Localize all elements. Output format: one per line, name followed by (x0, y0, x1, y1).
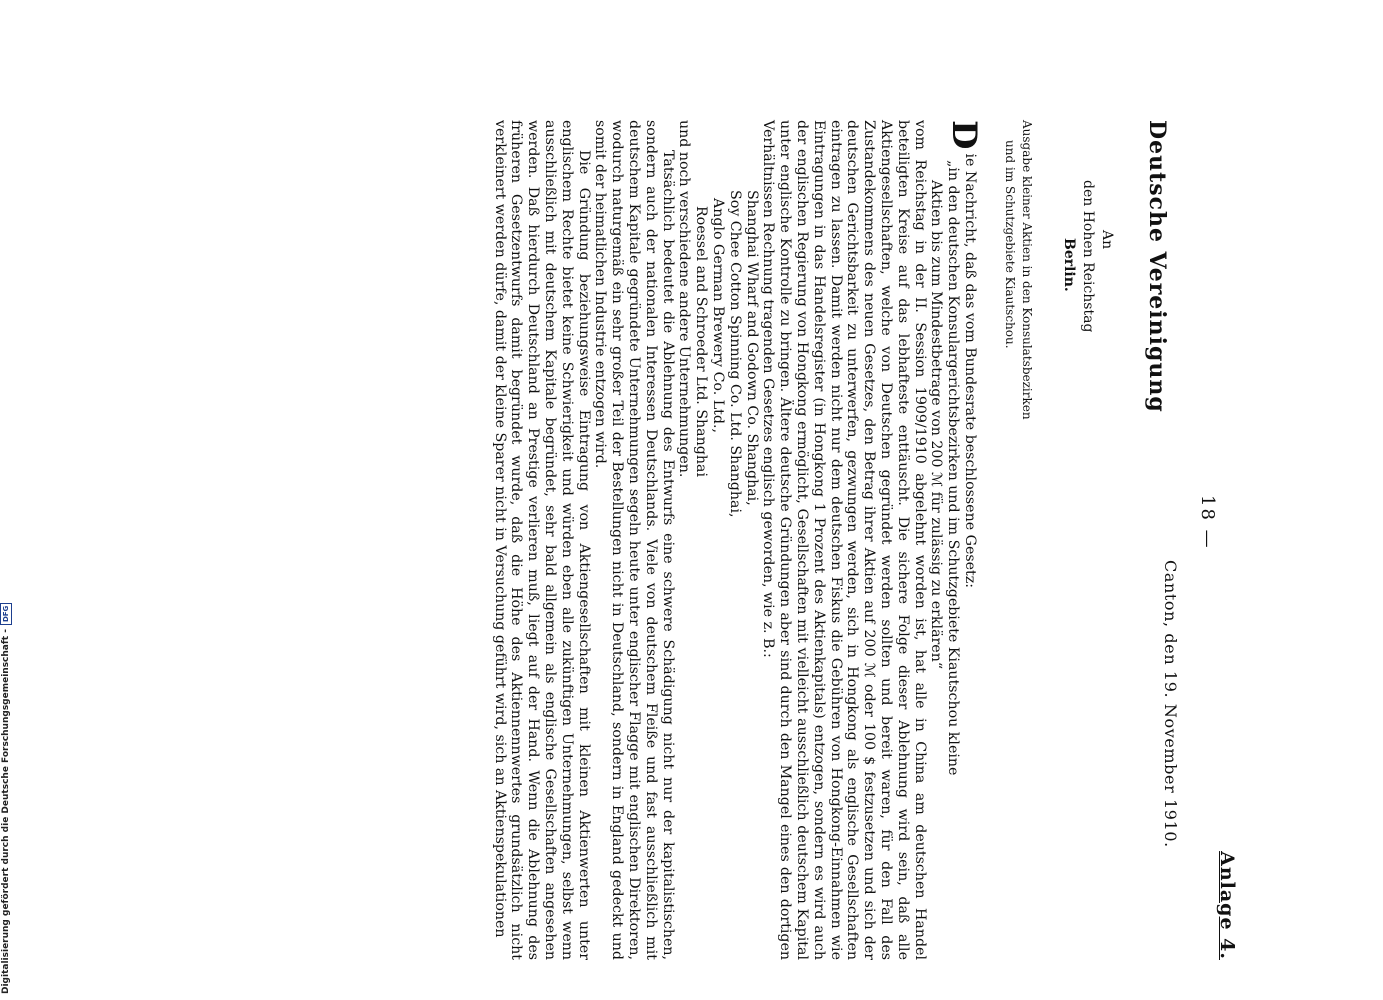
dfg-logo-icon: DFG (0, 603, 12, 625)
paragraph-text: ie Nachricht, daß das vom Bundesrate beschlossene Gesetz: (962, 153, 978, 588)
quote-line: Aktien bis zum Mindestbetrage von 200 ℳ für zulässig zu erklären“ (928, 180, 945, 670)
addressee-city: Berlin. (1061, 238, 1077, 292)
paragraph: und noch verschiedene andere Unternehmungen. (676, 120, 693, 478)
digitization-credit (0, 605, 12, 994)
subject-block (1001, 120, 1035, 420)
addressee-block (1059, 120, 1116, 332)
annex-label: Anlage 4. (1216, 851, 1238, 960)
quote-line: „in den deutschen Konsulargerichtsbezirken und im Schutzgebiete Kiautschou kleine (945, 160, 962, 776)
paragraph: vom Reichstag in der II. Session 1909/1910 abgelehnt worden ist, hat alle in China am deutschen Handel beteiligten Kreise auf das lebhafteste enttäuscht. Die sichere Folge dieser Ablehnung wird sein, daß alle Aktiengesellschaften, welche von Deutschen gegründet werden sollten und bereit waren, für den Fall des Zustandekommens des neuen Gesetzes, den Betrag ihrer Aktien auf 200 ℳ oder 100 $ festzusetzen und sich der deutschen Gerichtsbarkeit zu unterwerfen, gezwungen werden, sich in Hongkong als englische Gesellschaften eintragen zu lassen. Damit werden nicht nur dem deutschen Fiskus die Gebühren von Hongkong-Einnahmen wie Eintragungen in das Handelsregister (in Hongkong 1 Prozent des Aktienkapitals) entzogen, sondern es wird auch der englischen Regierung von Hongkong ermöglicht, Gesellschaften mit vielleicht ausschließlich deutschem Kapital unter englische Kontrolle zu bringen. Ältere deutsche Gründungen aber sind durch den Mangel eines den dortigen Verhältnissen Rechnung tragenden Gesetzes englisch geworden, wie z. B.: (760, 120, 928, 960)
sender-title: Deutsche Vereinigung (1144, 120, 1170, 413)
company-name: Shanghai Wharf and Godown Co. Shanghai, (743, 190, 760, 506)
document-sheet (160, 100, 1240, 960)
letter-body (491, 120, 984, 960)
credit-text: Digitalisierung gefördert durch die Deutsche Forschungsgemeinschaft - (1, 629, 11, 994)
place-date: Canton, den 19. November 1910. (1161, 560, 1180, 848)
addressee-line: An (1099, 230, 1115, 250)
paragraph: Tatsächlich bedeutet die Ablehnung des Entwurfs eine schwere Schädigung nicht nur der kapitalistischen, sondern auch der nationalen Interessen Deutschlands. Viele von deutschem Fleiße und fast ausschließlich mit deutschem Kapitale gegründete Unternehmungen segeln heute unter englischer Flagge mit englischen Direktoren, wodurch naturgemäß ein sehr großer Teil der Bestellungen nicht in Deutschland, sondern in England gedeckt und somit der heimatlichen Industrie entzogen wird. (592, 120, 676, 960)
company-name: Anglo German Brewery Co. Ltd., (710, 198, 727, 433)
page-number: 18 — (1197, 495, 1218, 550)
subject-line: und im Schutzgebiete Kiautschou. (1003, 140, 1017, 349)
addressee-line: den Hohen Reichstag (1080, 180, 1096, 333)
drop-cap: D (944, 120, 984, 150)
paragraph: Die Gründung beziehungsweise Eintragung von Aktiengesellschaften mit kleinen Aktienwerten unter englischem Rechte bietet keine Schwierigkeit und würden eben alle zukünftigen Unternehmungen, selbst wenn ausschließlich mit deutschem Kapitale begründet, sehr bald allgemein als englische Gesellschaften angesehen werden. Daß hierdurch Deutschland an Prestige verlieren muß, liegt auf der Hand. Wenn die Ablehnung des früheren Gesetzentwurfs damit begründet wurde, daß die Höhe des Aktiennennwertes grundsätzlich nicht verkleinert werden dürfe, damit der kleine Sparer nicht in Versuchung geführt wird, sich an Aktienspekulationen (491, 120, 592, 960)
company-name: Soy Chee Cotton Spinning Co. Ltd. Shanghai, (726, 190, 743, 518)
company-name: Roessel and Schroeder Ltd. Shanghai (693, 206, 710, 477)
subject-line: Ausgabe kleiner Aktien in den Konsulatsbezirken (1020, 120, 1034, 420)
